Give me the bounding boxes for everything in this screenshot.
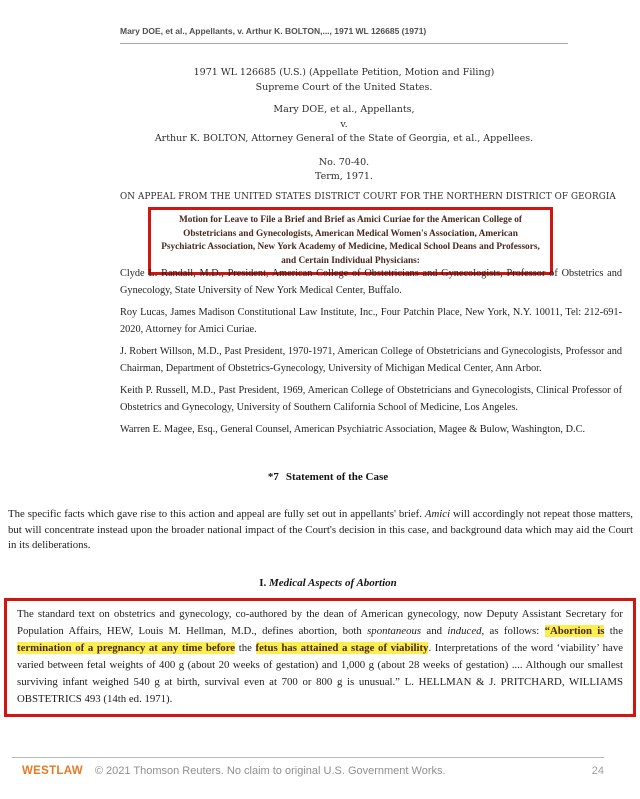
copyright-text: © 2021 Thomson Reuters. No claim to original U.S. Government Works. xyxy=(94,765,446,777)
motion-title-text: Motion for Leave to File a Brief and Brief as Amici Curiae for the American College of Obstetricians and Gynecologists, American Medical Women's Association, American Psychiatric Association, New York Academy of Medicine, Medical School Deans and Professors, and Certain Individual Physicians: xyxy=(161,215,540,266)
appellants-line: Mary DOE, et al., Appellants, xyxy=(273,104,415,115)
motion-title-highlight-box xyxy=(148,207,553,275)
page-star-marker: *7 xyxy=(267,471,279,483)
westlaw-citation: 1971 WL 126685 (U.S.) (Appellate Petition, Motion and Filing) xyxy=(193,67,495,78)
page-number: 24 xyxy=(591,765,604,777)
docket-group xyxy=(120,156,568,185)
statement-heading xyxy=(0,471,640,483)
parties-group xyxy=(120,103,568,147)
running-header xyxy=(120,26,568,44)
statement-paragraph: The specific facts which gave rise to this action and appeal are fully set out in appellants' brief. Amici will accordingly not repeat those matters, but will concentrate instead upon the broader national impact of the Court's decision in this case, and background data which may aid the Court in its deliberations. xyxy=(8,507,633,552)
medical-definition-highlight-box: The standard text on obstetrics and gynecology, co-authored by the dean of American gynecology, now Deputy Assistant Secretary for Population Affairs, HEW, Louis M. Hellman, M.D., defines abortion, both spontaneous and induced, as follows: “Abortion is the termination of a pregnancy at any time before the fetus has attained a stage of viability. Interpretations of the word ‘viability’ have varied between fetal weights of 400 g (about 20 weeks of gestation) and 1,000 g (about 28 weeks of gestation) .... Although our smallest surviving infant weighed 540 g at birth, survival even at 700 or 800 g is unusual.” L. HELLMAN & J. PRITCHARD, WILLIAMS OBSTETRICS 493 (14th ed. 1971). xyxy=(4,598,636,717)
appellees-line: Arthur K. BOLTON, Attorney General of the State of Georgia, et al., Appellees. xyxy=(154,133,534,144)
counsel-paragraph: Roy Lucas, James Madison Constitutional Law Institute, Inc., Four Patchin Place, New York, N.Y. 10011, Tel: 212-691-2020, Attorney for Amici Curiae. xyxy=(120,307,622,335)
statement-heading-text: Statement of the Case xyxy=(285,471,389,483)
appeal-origin-line: ON APPEAL FROM THE UNITED STATES DISTRICT COURT FOR THE NORTHERN DISTRICT OF GEORGIA xyxy=(120,191,616,202)
docket-number: No. 70-40. xyxy=(318,156,370,168)
counsel-list xyxy=(120,266,622,445)
counsel-paragraph: Clyde L. Randall, M.D., President, American College of Obstetricians and Gynecologists, Professor of Obstetrics and Gynecology, State University of New York Medical Center, Buffalo. xyxy=(120,268,622,296)
term-line: Term, 1971. xyxy=(314,171,373,182)
running-header-title: Mary DOE, et al., Appellants, v. Arthur K. BOLTON,..., 1971 WL 126685 (1971) xyxy=(120,26,427,36)
page-footer xyxy=(12,757,604,777)
counsel-paragraph: J. Robert Willson, M.D., Past President, 1970-1971, American College of Obstetricians and Gynecologists, Professor and Chairman, Department of Obstetrics-Gynecology, University of Michigan Medical Center, Ann Arbor. xyxy=(120,346,622,374)
westlaw-logo: WESTLAW xyxy=(22,765,83,777)
versus-line: v. xyxy=(340,118,348,130)
court-name: Supreme Court of the United States. xyxy=(255,81,433,93)
medical-aspects-heading: I. Medical Aspects of Abortion xyxy=(259,577,397,589)
citation-source-group xyxy=(120,66,568,95)
counsel-paragraph: Keith P. Russell, M.D., Past President, 1969, American College of Obstetricians and Gynecologists, Clinical Professor of Obstetrics and Gynecology, University of Southern California School of Medicine, Los Angeles. xyxy=(120,385,622,413)
counsel-paragraph: Warren E. Magee, Esq., General Counsel, American Psychiatric Association, Magee & Bulow, Washington, D.C. xyxy=(120,424,586,435)
case-citation-block xyxy=(120,66,616,204)
